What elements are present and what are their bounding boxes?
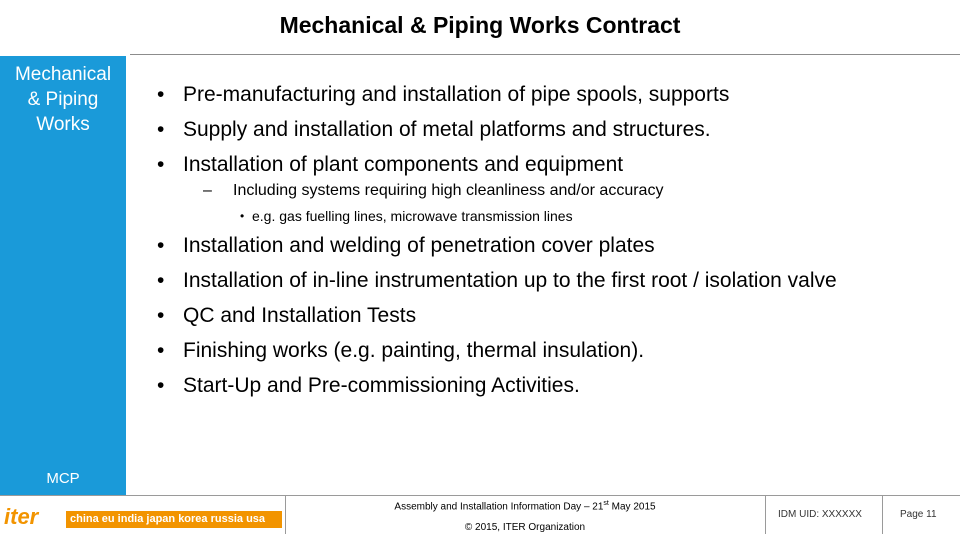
sub-sub-bullet-item: • e.g. gas fuelling lines, microwave transmission lines (155, 207, 945, 225)
section-sidebar (0, 56, 126, 495)
footer-center (285, 500, 765, 533)
title-divider (130, 54, 960, 55)
idm-uid: IDM UID: XXXXXX (778, 509, 862, 520)
bullet-item: • Installation of plant components and equipment (155, 152, 945, 177)
copyright-text: © 2015, ITER Organization (464, 522, 586, 534)
footer-divider (765, 496, 766, 534)
bullet-item: • Start-Up and Pre-commissioning Activities. (155, 373, 945, 398)
bullet-item: • Pre-manufacturing and installation of pipe spools, supports (155, 82, 945, 107)
slide-title: Mechanical & Piping Works Contract (279, 12, 681, 38)
iter-members-banner: china eu india japan korea russia usa (66, 511, 282, 528)
bullet-list (155, 82, 945, 408)
bullet-item: • Supply and installation of metal platforms and structures. (155, 117, 945, 142)
slide-footer (0, 495, 960, 541)
sidebar-section-title: Mechanical & Piping Works (14, 64, 112, 135)
bullet-item: • Finishing works (e.g. painting, thermal insulation). (155, 338, 945, 363)
sidebar-section-code: MCP (46, 470, 80, 487)
bullet-item: • Installation of in-line instrumentation up to the first root / isolation valve (155, 268, 945, 293)
iter-logo-word: iter (4, 504, 39, 529)
iter-logo (4, 506, 284, 534)
sub-bullet-item: – Including systems requiring high cleanliness and/or accuracy (155, 181, 945, 201)
bullet-item: • Installation and welding of penetration cover plates (155, 233, 945, 258)
page-number: Page 11 (900, 509, 937, 520)
event-caption: Assembly and Installation Information Day – 21st May 2015 (394, 500, 656, 513)
bullet-item: • QC and Installation Tests (155, 303, 945, 328)
footer-divider (882, 496, 883, 534)
